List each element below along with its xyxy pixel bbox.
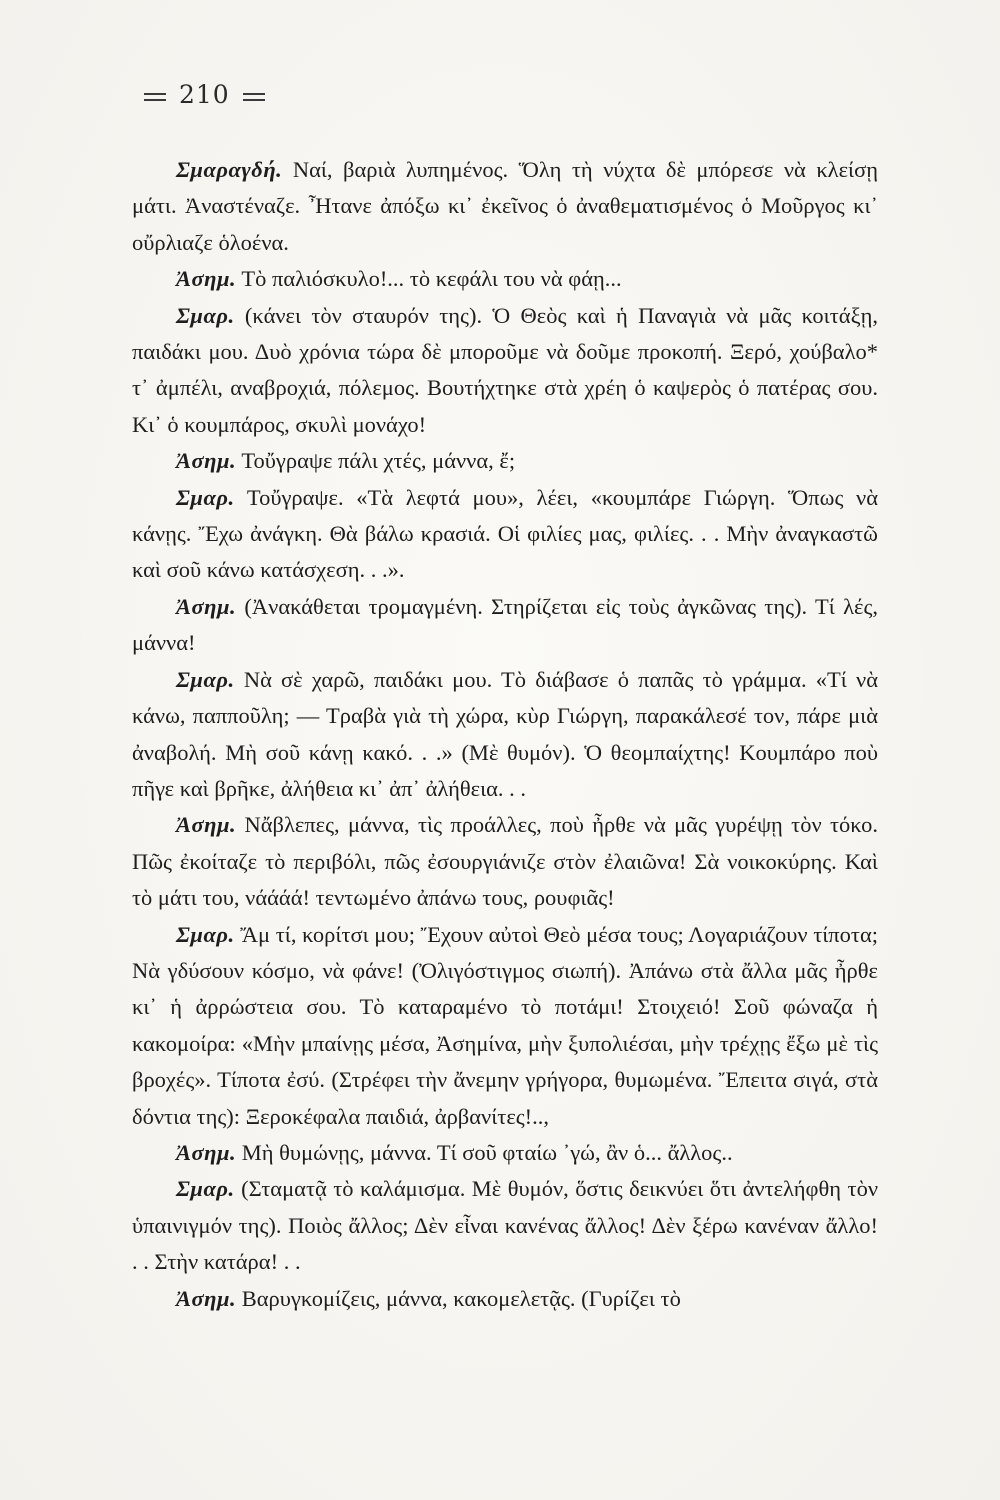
line-text: (Σταματᾷ τὸ καλάμισμα. Μὲ θυμόν, ὅστις δεικνύει ὅτι ἀντελήφθη τὸν ὑπαινιγμόν της). Ποιὸς ἄλλος; Δὲν εἶναι κανένας ἄλλος! Δὲν ξέρω κανέναν ἄλλο! . . Στὴν κατάρα! . . xyxy=(132,1176,878,1275)
line-text: Νἄβλεπες, μάννα, τὶς προάλλες, ποὺ ἦρθε νὰ μᾶς γυρέψῃ τὸν τόκο. Πῶς ἐκοίταζε τὸ περιβόλι, πῶς ἐσουργιάνιζε στὸν ἐλαιῶνα! Σὰ νοικοκύρης. Καὶ τὸ μάτι του, νάάάά! τεντωμένο ἀπάνω τους, ρουφιᾶς! xyxy=(132,812,878,911)
dialogue-line xyxy=(132,1171,878,1280)
dialogue-line xyxy=(132,1281,878,1317)
speaker-name: Ἀσημ. xyxy=(176,448,237,474)
speaker-name: Σμαρ. xyxy=(176,921,235,947)
speaker-name: Ἀσημ. xyxy=(176,593,237,619)
speaker-name: Ἀσημ. xyxy=(176,812,237,838)
header-ornament-right xyxy=(243,93,265,101)
line-text: (Ἀνακάθεται τρομαγμένη. Στηρίζεται εἰς τοὺς ἀγκῶνας της). Τί λές, μάννα! xyxy=(132,593,878,656)
speaker-name: Ἀσημ. xyxy=(176,1285,237,1311)
dialogue-line xyxy=(132,480,878,589)
dialogue-line xyxy=(132,589,878,662)
line-text: Ναί, βαριὰ λυπημένος. Ὅλη τὴ νύχτα δὲ μπόρεσε νὰ κλείσῃ μάτι. Ἀναστέναζε. Ἦτανε ἀπόξω κι᾿ ἐκεῖνος ὁ ἀναθεματισμένος ὁ Μοῦργος κι᾿ οὔρλιαζε ὁλοένα. xyxy=(132,157,878,255)
dialogue-line xyxy=(132,1135,878,1171)
speaker-name: Σμαρ. xyxy=(176,1176,235,1202)
line-text: Βαρυγκομίζεις, μάννα, κακομελετᾷς. (Γυρίζει τὸ xyxy=(236,1285,681,1311)
line-text: Τὸ παλιόσκυλο!... τὸ κεφάλι του νὰ φάῃ... xyxy=(236,266,622,292)
page-header xyxy=(140,80,269,109)
speaker-name: Ἀσημ. xyxy=(176,266,237,292)
header-ornament-left xyxy=(144,93,166,101)
speaker-name: Σμαρ. xyxy=(176,302,235,328)
dialogue-line xyxy=(132,662,878,808)
dialogue-line xyxy=(132,152,878,261)
line-text: Τοὔγραψε. «Τὰ λεφτά μου», λέει, «κουμπάρε Γιώργη. Ὅπως νὰ κάνῃς. Ἔχω ἀνάγκη. Θὰ βάλω κρασιά. Οἱ φιλίες μας, φιλίες. . . Μὴν ἀναγκαστῶ καὶ σοῦ κάνω κατάσχεση. . .». xyxy=(132,484,878,583)
dialogue-line xyxy=(132,917,878,1135)
dialogue-line xyxy=(132,807,878,916)
speaker-name: Ἀσημ. xyxy=(176,1139,237,1165)
line-text: Ἄμ τί, κορίτσι μου; Ἔχουν αὐτοὶ Θεὸ μέσα τους; Λογαριάζουν τίποτα; Νὰ γδύσουν κόσμο, νὰ φάνε! (Ὀλιγόστιγμος σιωπή). Ἀπάνω στὰ ἄλλα μᾶς ἦρθε κι᾿ ἡ ἀρρώστεια σου. Τὸ καταραμένο τὸ ποτάμι! Στοιχειό! Σοῦ φώναζα ἡ κακομοίρα: «Μὴν μπαίνῃς μέσα, Ἀσημίνα, μὴν ξυπολιέσαι, μὴν τρέχῃς ἔξω μὲ τὶς βροχές». Τίποτα ἐσύ. (Στρέφει τὴν ἄνεμην γρήγορα, θυμωμένα. Ἔπειτα σιγά, στὰ δόντια της): Ξεροκέφαλα παιδιά, ἀρβανίτες!.., xyxy=(132,921,878,1129)
dialogue-line xyxy=(132,298,878,444)
line-text: Νὰ σὲ χαρῶ, παιδάκι μου. Τὸ διάβασε ὁ παπᾶς τὸ γράμμα. «Τί νὰ κάνω, παπποῦλη; — Τραβὰ γιὰ τὴ χώρα, κὺρ Γιώργη, παρακάλεσέ τον, πάρε μιὰ ἀναβολή. Μὴ σοῦ κάνῃ κακό. . .» (Μὲ θυμόν). Ὁ θεομπαίχτης! Κουμπάρο ποὺ πῆγε καὶ βρῆκε, ἀλήθεια κι᾿ ἀπ᾿ ἀλήθεια. . . xyxy=(132,666,878,801)
line-text: (κάνει τὸν σταυρόν της). Ὁ Θεὸς καὶ ἡ Παναγιὰ νὰ μᾶς κοιτάξῃ, παιδάκι μου. Δυὸ χρόνια τώρα δὲ μποροῦμε νὰ δοῦμε προκοπή. Ξερό, χούβαλο* τ᾿ ἀμπέλι, αναβροχιά, πόλεμος. Βουτήχτηκε στὰ χρέη ὁ καψερὸς ὁ πατέρας σου. Κι᾿ ὁ κουμπάρος, σκυλὶ μονάχο! xyxy=(132,302,878,437)
dialogue-line xyxy=(132,261,878,297)
dialogue-text xyxy=(132,152,878,1317)
page-number: 210 xyxy=(178,80,230,109)
speaker-name: Σμαραγδή. xyxy=(176,157,283,182)
line-text: Μὴ θυμώνῃς, μάννα. Τί σοῦ φταίω ᾿γώ, ἂν ὁ... ἄλλος.. xyxy=(236,1139,733,1165)
speaker-name: Σμαρ. xyxy=(176,484,235,510)
dialogue-line xyxy=(132,443,878,479)
line-text: Τοὔγραψε πάλι χτές, μάννα, ἔ; xyxy=(236,448,516,474)
speaker-name: Σμαρ. xyxy=(176,666,235,692)
